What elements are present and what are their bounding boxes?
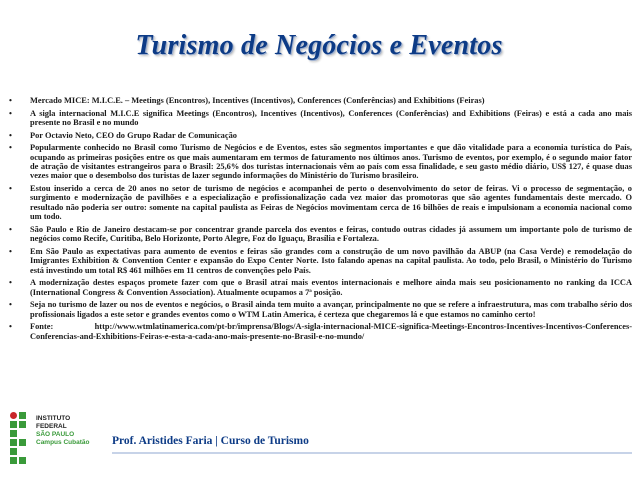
- bullet-icon: •: [9, 130, 12, 140]
- bullet-item: [8, 225, 632, 244]
- bullet-item: [8, 322, 632, 341]
- bullet-item: [8, 131, 632, 140]
- bullet-text: Popularmente conhecido no Brasil como Turismo de Negócios e de Eventos, estes são segmentos importantes e que dão vitalidade para a economia turística do País, ocupando as primeiras posições entre os que mais aumentaram em termos de faturamento nos últimos anos. Turismo de eventos, por exemplo, é o segundo maior fator de atração de visitantes estrangeiros para o Brasil: 25,6% dos turistas internacionais vêm ao país com essa finalidade, e seu gasto médio diário, US$ 127, é quase duas vezes maior que o desembolso dos turistas de lazer segundo informações do Ministério do Turismo brasileiro.: [30, 143, 632, 181]
- logo-line-campus: Campus Cubatão: [36, 439, 90, 446]
- bullet-item: [8, 96, 632, 105]
- bullet-text: Mercado MICE: M.I.C.E. – Meetings (Encontros), Incentives (Incentivos), Conferences (Conferências) and Exhibitions (Feiras): [30, 96, 485, 105]
- bullet-item: [8, 143, 632, 181]
- logo-line-state: SÃO PAULO: [36, 431, 75, 438]
- institute-logo: [6, 410, 96, 474]
- bullet-icon: •: [9, 278, 12, 288]
- logo-mark-icon: [10, 412, 30, 472]
- bullet-icon: •: [9, 246, 12, 256]
- slide-title: Turismo de Negócios e Eventos: [135, 30, 503, 61]
- bullet-icon: •: [9, 300, 12, 310]
- bullet-item: [8, 300, 632, 319]
- bullet-text: Por Octavio Neto, CEO do Grupo Radar de Comunicação: [30, 130, 237, 140]
- bullet-item: [8, 278, 632, 297]
- bullet-item: [8, 247, 632, 275]
- bullet-icon: •: [9, 322, 12, 332]
- bullet-text: Em São Paulo as expectativas para aumento de eventos e feiras são grandes com a construção de um novo pavilhão da ABUP (na Casa Verde) e remodelação do Imigrantes Exhibition & Convention Center e expansão do Expo Center Norte. Isto falando apenas na capital paulista. Ao todo, pelo Brasil, o Ministério do Turismo está investindo um total R$ 461 milhões em 11 centros de convenções pelo País.: [30, 246, 632, 275]
- bullet-item: [8, 184, 632, 222]
- bullet-text: Fonte: http://www.wtmlatinamerica.com/pt-br/imprensa/Blogs/A-sigla-internacional-MICE-significa-Meetings-Encontros-Incentives-Incentivos-Conferences-Conferencias-and-Exhibitions-Feiras-e-esta-a-cada-ano-mais-presente-no-Brasil-e-no-mundo/: [30, 322, 632, 341]
- bullet-list: [8, 96, 632, 344]
- bullet-icon: •: [9, 224, 12, 234]
- bullet-icon: •: [9, 108, 12, 118]
- bullet-text: A modernização destes espaços promete fazer com que o Brasil atraí mais eventos internacionais e melhore ainda mais seu posicionamento no ranking da ICCA (International Congress & Convention Association). Atualmente ocupamos a 7ª posição.: [30, 278, 632, 297]
- bullet-text: Estou inserido a cerca de 20 anos no setor de turismo de negócios e acompanhei de perto o desenvolvimento do setor de feiras. Vi o processo de segmentação, o surgimento e modernização de pavilhões e a especialização e profissionalização cada vez maior das promotoras que são agentes fundamentais deste mercado. O resultado não poderia ser outro: somente na capital paulista as Feiras de Negócios movimentam cerca de 16 bilhões de reais e impulsionam a economia nacional como um todo.: [30, 184, 632, 222]
- footer-divider: [112, 452, 632, 454]
- logo-text: [36, 415, 96, 447]
- bullet-text: São Paulo e Rio de Janeiro destacam-se por concentrar grande parcela dos eventos e feiras, contudo outras cidades já assumem um importante polo de turismo de negócios como Recife, Curitiba, Belo Horizonte, Porto Alegre, Foz do Iguaçu, Brasília e Fortaleza.: [30, 224, 632, 244]
- bullet-text: Seja no turismo de lazer ou nos de eventos e negócios, o Brasil ainda tem muito a avançar, principalmente no que se refere a infraestrutura, mas com trabalho sério dos profissionais ligados a este setor e grandes eventos como o WTM Latin America, é certeza que chegaremos lá e que estamos no caminho certo!: [30, 300, 632, 319]
- footer-credit: Prof. Aristides Faria | Curso de Turismo: [112, 435, 309, 447]
- bullet-icon: •: [9, 184, 12, 193]
- bullet-icon: •: [9, 143, 12, 153]
- bullet-icon: •: [9, 96, 12, 105]
- bullet-text: A sigla internacional M.I.C.E significa Meetings (Encontros), Incentives (Incentivos), Conferences (Conferências) and Exhibitions (Feiras) e está a cada ano mais presente no Brasil e no mundo: [30, 108, 632, 127]
- logo-line-institute: INSTITUTO FEDERAL: [36, 415, 71, 430]
- bullet-item: [8, 109, 632, 128]
